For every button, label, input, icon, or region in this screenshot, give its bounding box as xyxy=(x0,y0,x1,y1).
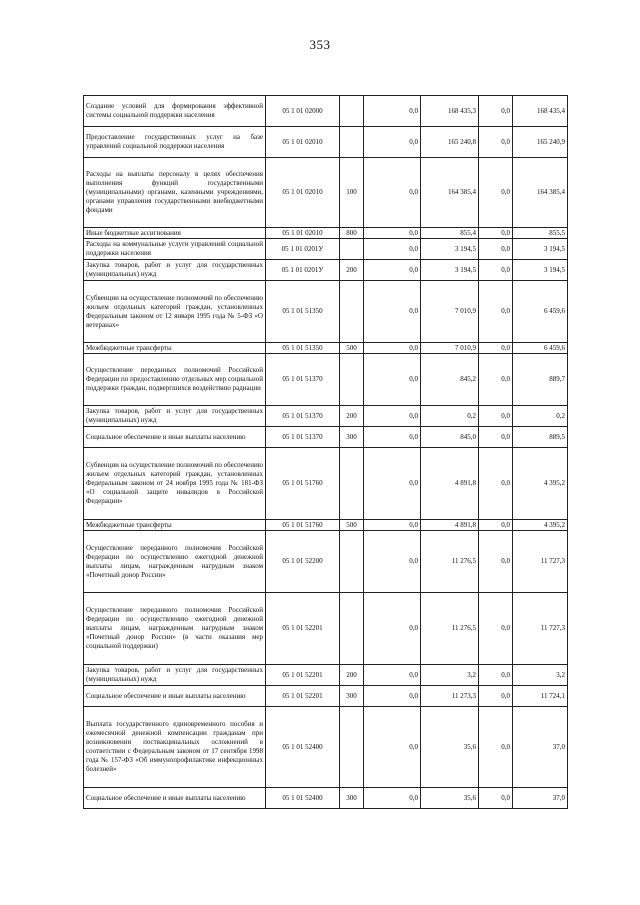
row-value-3-cell: 0,0 xyxy=(479,239,513,260)
row-value-2-cell: 7 010,9 xyxy=(421,281,479,343)
row-type-cell: 500 xyxy=(340,343,364,354)
row-type-cell xyxy=(340,531,364,593)
row-value-1-cell: 0,0 xyxy=(364,239,421,260)
row-value-2-cell: 35,6 xyxy=(421,707,479,788)
row-type-cell xyxy=(340,707,364,788)
row-value-3-cell: 0,0 xyxy=(479,354,513,406)
row-value-1-cell: 0,0 xyxy=(364,354,421,406)
row-type-cell xyxy=(340,354,364,406)
row-code-cell: 05 1 01 51370 xyxy=(266,406,340,427)
table-row xyxy=(84,520,568,531)
table-row xyxy=(84,593,568,665)
row-name-cell: Осуществление переданного полномочия Российской Федерации по осуществлению ежегодной денежной выплаты лицам, награжденным нагрудным знаком «Почетный донор России» (в части оказания мер социальной поддержки) xyxy=(84,593,266,665)
row-code-cell: 05 1 01 51370 xyxy=(266,354,340,406)
row-type-cell xyxy=(340,281,364,343)
row-type-cell: 800 xyxy=(340,228,364,239)
row-value-2-cell: 3,2 xyxy=(421,665,479,686)
table-row xyxy=(84,127,568,158)
row-value-3-cell: 0,0 xyxy=(479,448,513,520)
row-type-cell xyxy=(340,96,364,127)
row-value-1-cell: 0,0 xyxy=(364,665,421,686)
row-value-2-cell: 845,2 xyxy=(421,354,479,406)
row-value-1-cell: 0,0 xyxy=(364,427,421,448)
table-row xyxy=(84,788,568,809)
row-type-cell xyxy=(340,239,364,260)
row-value-3-cell: 0,0 xyxy=(479,520,513,531)
row-code-cell: 05 1 01 52201 xyxy=(266,686,340,707)
row-code-cell: 05 1 01 52200 xyxy=(266,531,340,593)
row-code-cell: 05 1 01 02010 xyxy=(266,127,340,158)
row-value-3-cell: 0,0 xyxy=(479,260,513,281)
row-value-1-cell: 0,0 xyxy=(364,127,421,158)
row-name-cell: Осуществление переданного полномочия Российской Федерации по осуществлению ежегодной денежной выплаты лицам, награжденным нагрудным знаком «Почетный донор России» xyxy=(84,531,266,593)
row-value-2-cell: 0,2 xyxy=(421,406,479,427)
row-value-1-cell: 0,0 xyxy=(364,707,421,788)
row-value-3-cell: 0,0 xyxy=(479,158,513,228)
row-code-cell: 05 1 01 52201 xyxy=(266,665,340,686)
row-type-cell: 200 xyxy=(340,406,364,427)
row-code-cell: 05 1 01 51370 xyxy=(266,427,340,448)
row-value-4-cell: 4 395,2 xyxy=(513,520,568,531)
row-code-cell: 05 1 01 0201У xyxy=(266,260,340,281)
row-name-cell: Создание условий для формирования эффективной системы социальной поддержки населения xyxy=(84,96,266,127)
row-code-cell: 05 1 01 51350 xyxy=(266,281,340,343)
row-name-cell: Закупка товаров, работ и услуг для государственных (муниципальных) нужд xyxy=(84,260,266,281)
row-value-1-cell: 0,0 xyxy=(364,520,421,531)
row-value-1-cell: 0,0 xyxy=(364,158,421,228)
row-value-3-cell: 0,0 xyxy=(479,281,513,343)
row-code-cell: 05 1 01 51760 xyxy=(266,448,340,520)
row-value-4-cell: 3 194,5 xyxy=(513,260,568,281)
row-type-cell xyxy=(340,448,364,520)
row-type-cell xyxy=(340,127,364,158)
row-value-4-cell: 3 194,5 xyxy=(513,239,568,260)
row-value-4-cell: 889,5 xyxy=(513,427,568,448)
row-value-2-cell: 4 891,8 xyxy=(421,520,479,531)
row-name-cell: Социальное обеспечение и иные выплаты населению xyxy=(84,686,266,707)
row-value-2-cell: 164 385,4 xyxy=(421,158,479,228)
row-value-1-cell: 0,0 xyxy=(364,448,421,520)
table-row xyxy=(84,707,568,788)
row-code-cell: 05 1 01 02000 xyxy=(266,96,340,127)
row-value-4-cell: 889,7 xyxy=(513,354,568,406)
row-name-cell: Осуществление переданных полномочий Российской Федерации по предоставлению отдельных мер социальной поддержки граждан, подвергшихся воздействию радиации xyxy=(84,354,266,406)
row-value-3-cell: 0,0 xyxy=(479,406,513,427)
row-type-cell xyxy=(340,593,364,665)
row-name-cell: Социальное обеспечение и иные выплаты населению xyxy=(84,427,266,448)
row-value-3-cell: 0,0 xyxy=(479,788,513,809)
row-name-cell: Субвенции на осуществление полномочий по обеспечению жильем отдельных категорий граждан, установленных Федеральным законом от 24 ноября 1995 года № 181-ФЗ «О социальной защите инвалидов в Российской Федерации» xyxy=(84,448,266,520)
row-value-2-cell: 845,0 xyxy=(421,427,479,448)
row-value-3-cell: 0,0 xyxy=(479,686,513,707)
row-name-cell: Расходы на выплаты персоналу в целях обеспечения выполнения функций государственными (муниципальными) органами, казенными учреждениями, органами управления государственными внебюджетными фондами xyxy=(84,158,266,228)
row-code-cell: 05 1 01 52201 xyxy=(266,593,340,665)
budget-table xyxy=(83,95,568,809)
row-name-cell: Межбюджетные трансферты xyxy=(84,520,266,531)
row-type-cell: 100 xyxy=(340,158,364,228)
row-value-2-cell: 11 276,5 xyxy=(421,593,479,665)
row-name-cell: Закупка товаров, работ и услуг для государственных (муниципальных) нужд xyxy=(84,406,266,427)
row-value-2-cell: 11 273,3 xyxy=(421,686,479,707)
row-type-cell: 200 xyxy=(340,665,364,686)
row-value-3-cell: 0,0 xyxy=(479,343,513,354)
row-value-4-cell: 37,0 xyxy=(513,707,568,788)
row-value-3-cell: 0,0 xyxy=(479,665,513,686)
row-value-3-cell: 0,0 xyxy=(479,127,513,158)
row-code-cell: 05 1 01 51760 xyxy=(266,520,340,531)
row-value-1-cell: 0,0 xyxy=(364,406,421,427)
row-value-2-cell: 11 276,5 xyxy=(421,531,479,593)
table-row xyxy=(84,158,568,228)
row-value-4-cell: 165 240,9 xyxy=(513,127,568,158)
row-value-4-cell: 6 459,6 xyxy=(513,343,568,354)
row-value-1-cell: 0,0 xyxy=(364,531,421,593)
row-type-cell: 500 xyxy=(340,520,364,531)
row-value-2-cell: 4 891,8 xyxy=(421,448,479,520)
row-value-1-cell: 0,0 xyxy=(364,788,421,809)
row-value-1-cell: 0,0 xyxy=(364,686,421,707)
row-type-cell: 200 xyxy=(340,260,364,281)
row-name-cell: Закупка товаров, работ и услуг для государственных (муниципальных) нужд xyxy=(84,665,266,686)
row-value-2-cell: 855,4 xyxy=(421,228,479,239)
table-row xyxy=(84,239,568,260)
row-value-4-cell: 11 727,3 xyxy=(513,531,568,593)
row-type-cell: 300 xyxy=(340,686,364,707)
row-value-4-cell: 168 435,4 xyxy=(513,96,568,127)
row-value-1-cell: 0,0 xyxy=(364,228,421,239)
row-name-cell: Иные бюджетные ассигнования xyxy=(84,228,266,239)
row-name-cell: Субвенции на осуществление полномочий по обеспечению жильем отдельных категорий граждан, установленных Федеральным законом от 12 января 1995 года № 5-ФЗ «О ветеранах» xyxy=(84,281,266,343)
row-value-4-cell: 37,0 xyxy=(513,788,568,809)
row-value-1-cell: 0,0 xyxy=(364,281,421,343)
table-row xyxy=(84,448,568,520)
row-value-4-cell: 4 395,2 xyxy=(513,448,568,520)
row-value-4-cell: 11 727,3 xyxy=(513,593,568,665)
row-value-2-cell: 168 435,3 xyxy=(421,96,479,127)
table-row xyxy=(84,531,568,593)
row-code-cell: 05 1 01 02010 xyxy=(266,228,340,239)
row-value-4-cell: 6 459,6 xyxy=(513,281,568,343)
row-code-cell: 05 1 01 02010 xyxy=(266,158,340,228)
table-row xyxy=(84,665,568,686)
row-value-1-cell: 0,0 xyxy=(364,593,421,665)
row-code-cell: 05 1 01 52400 xyxy=(266,788,340,809)
row-value-2-cell: 165 240,8 xyxy=(421,127,479,158)
row-code-cell: 05 1 01 52400 xyxy=(266,707,340,788)
row-value-3-cell: 0,0 xyxy=(479,531,513,593)
table-row xyxy=(84,281,568,343)
row-code-cell: 05 1 01 51350 xyxy=(266,343,340,354)
row-name-cell: Расходы на коммунальные услуги управлений социальной поддержки населения xyxy=(84,239,266,260)
row-type-cell: 300 xyxy=(340,427,364,448)
row-value-3-cell: 0,0 xyxy=(479,96,513,127)
row-value-1-cell: 0,0 xyxy=(364,260,421,281)
row-value-2-cell: 7 010,9 xyxy=(421,343,479,354)
row-value-3-cell: 0,0 xyxy=(479,427,513,448)
row-name-cell: Предоставление государственных услуг на базе управлений социальной поддержки населения xyxy=(84,127,266,158)
row-name-cell: Межбюджетные трансферты xyxy=(84,343,266,354)
page-number: 353 xyxy=(309,37,331,52)
row-name-cell: Социальное обеспечение и иные выплаты населению xyxy=(84,788,266,809)
row-value-1-cell: 0,0 xyxy=(364,343,421,354)
row-value-2-cell: 3 194,5 xyxy=(421,239,479,260)
row-value-2-cell: 35,6 xyxy=(421,788,479,809)
row-value-4-cell: 3,2 xyxy=(513,665,568,686)
row-value-1-cell: 0,0 xyxy=(364,96,421,127)
row-name-cell: Выплата государственного единовременного пособия и ежемесячной денежной компенсации гражданам при возникновении поствакцинальных осложнений в соответствии с Федеральным законом от 17 сентября 1998 года № 157-ФЗ «Об иммунопрофилактике инфекционных болезней» xyxy=(84,707,266,788)
row-value-2-cell: 3 194,5 xyxy=(421,260,479,281)
row-code-cell: 05 1 01 0201У xyxy=(266,239,340,260)
row-value-3-cell: 0,0 xyxy=(479,593,513,665)
row-value-3-cell: 0,0 xyxy=(479,707,513,788)
table-row xyxy=(84,354,568,406)
table-row xyxy=(84,427,568,448)
row-value-3-cell: 0,0 xyxy=(479,228,513,239)
row-value-4-cell: 11 724,1 xyxy=(513,686,568,707)
row-type-cell: 300 xyxy=(340,788,364,809)
table-row xyxy=(84,686,568,707)
row-value-4-cell: 0,2 xyxy=(513,406,568,427)
table-row xyxy=(84,406,568,427)
table-row xyxy=(84,96,568,127)
table-row xyxy=(84,260,568,281)
table-row xyxy=(84,228,568,239)
table-body xyxy=(84,96,568,809)
row-value-4-cell: 855,5 xyxy=(513,228,568,239)
row-value-4-cell: 164 385,4 xyxy=(513,158,568,228)
table-row xyxy=(84,343,568,354)
